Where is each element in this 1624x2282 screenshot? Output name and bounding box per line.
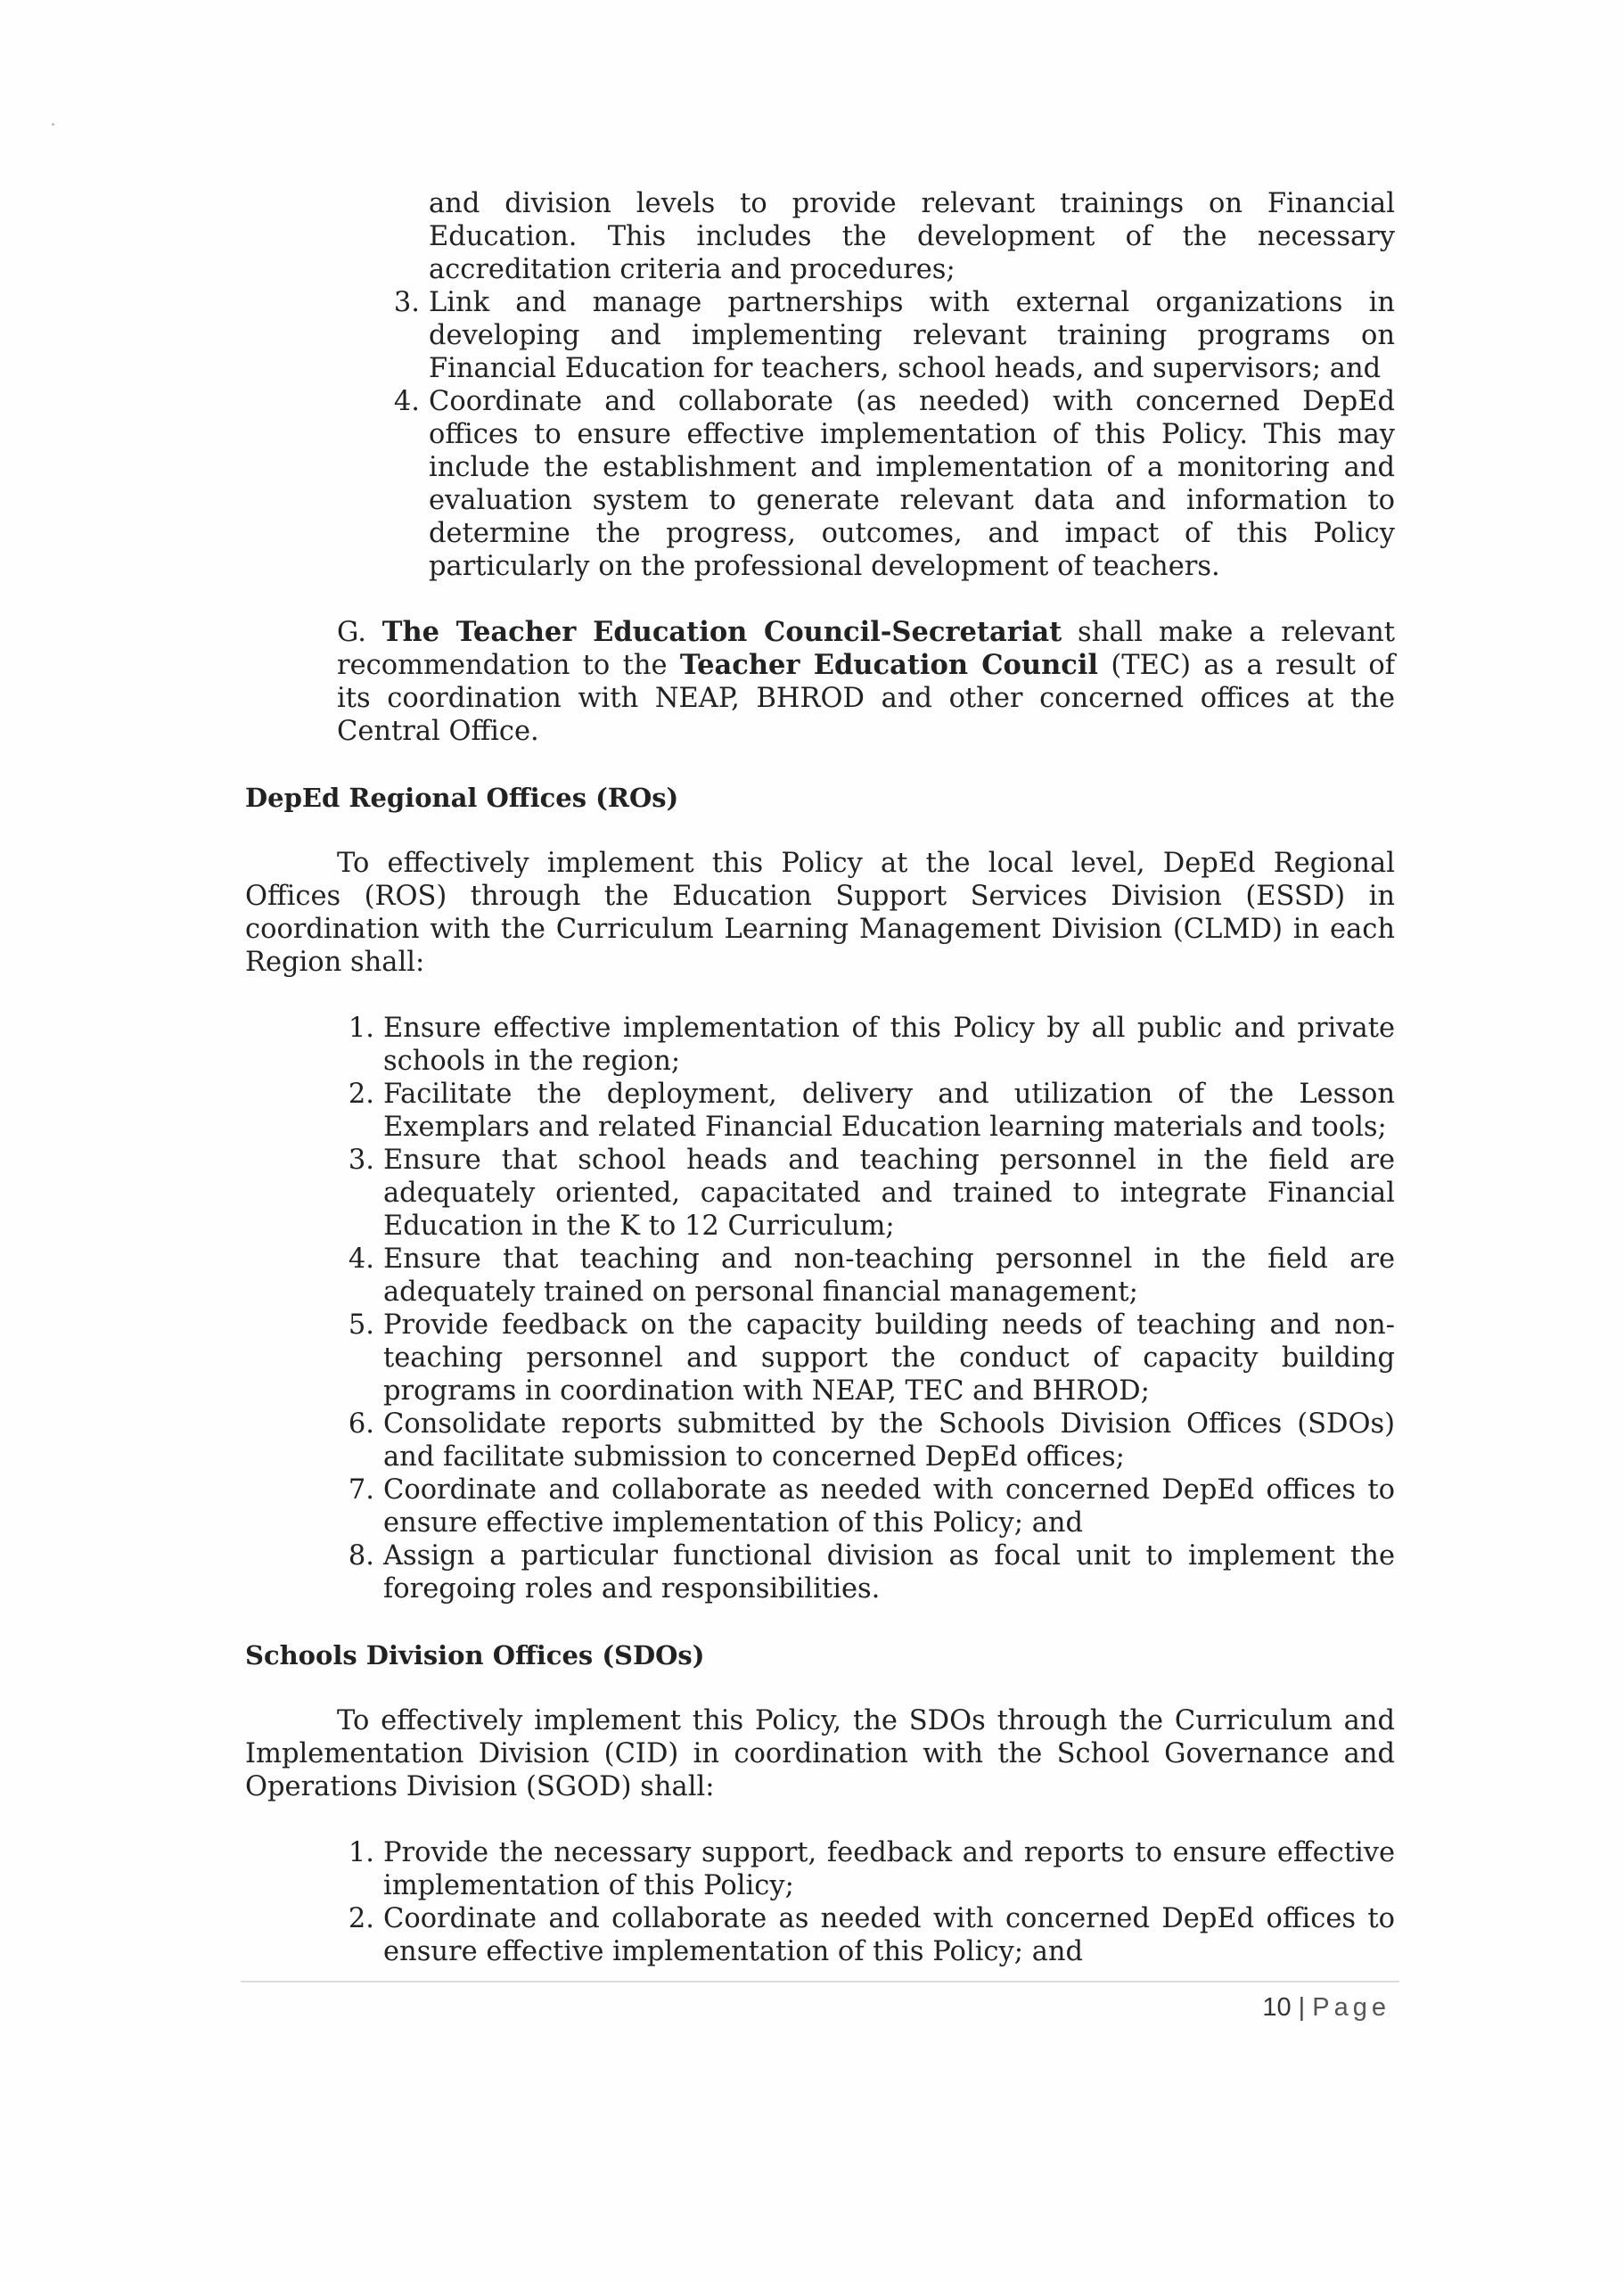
list-item-number: 4. xyxy=(393,386,420,417)
section-g-paragraph xyxy=(337,616,1395,748)
division-responsibilities-list xyxy=(245,1836,1395,1968)
footer-divider xyxy=(241,1981,1399,1982)
page-number-footer xyxy=(1248,1993,1390,2023)
page-number: 10 xyxy=(1262,1993,1292,2022)
list-item-text: Ensure that teaching and non-teaching personnel in the field are adequately trained on personal financial management; xyxy=(383,1244,1395,1308)
list-item-text: Assign a particular functional division as focal unit to implement the foregoing roles and responsibilities. xyxy=(383,1540,1395,1605)
list-item-text: Consolidate reports submitted by the Schools Division Offices (SDOs) and facilitate submission to concerned DepEd offices; xyxy=(383,1408,1395,1473)
page-body xyxy=(245,187,1395,1968)
list-item-number: 5. xyxy=(348,1309,374,1341)
list-item xyxy=(348,1243,1395,1309)
list-item-number: 1. xyxy=(348,1837,374,1868)
regional-responsibilities-list xyxy=(245,1012,1395,1605)
list-item xyxy=(348,1408,1395,1473)
list-item-number: 2. xyxy=(348,1903,374,1934)
list-item-text: Ensure that school heads and teaching personnel in the field are adequately oriented, capacitated and trained to integrate Financial Education in the K to 12 Curriculum; xyxy=(383,1145,1395,1242)
list-item xyxy=(393,385,1395,583)
section-g-text-2: (TEC) as a result of its coordination with NEAP, BHROD and other concerned offices at the Central Office. xyxy=(337,650,1396,747)
list-item-number: 6. xyxy=(348,1408,374,1440)
list-item-number: 1. xyxy=(348,1013,374,1044)
list-item-text: Link and manage partnerships with external organizations in developing and implementing relevant training programs on Financial Education for teachers, school heads, and supervisors; and xyxy=(429,287,1395,384)
list-item-text: Coordinate and collaborate (as needed) with concerned DepEd offices to ensure effective implementation of this Policy. This may include the establishment and implementation of a monitoring and evaluation system to generate relevant data and information to determine the progress, outcomes, and impact of this Policy particularly on the professional development of teachers. xyxy=(429,386,1395,582)
section-g-subject: The Teacher Education Council-Secretariat xyxy=(381,616,1062,648)
list-item-number: 3. xyxy=(348,1145,374,1176)
section-g-council: Teacher Education Council xyxy=(679,649,1098,681)
page-label: Page xyxy=(1312,1993,1390,2022)
division-intro-paragraph: To effectively implement this Policy, the SDOs through the Curriculum and Implementation Division (CID) in coordination with the School Governance and Operations Division (SGOD) shall: xyxy=(245,1705,1395,1802)
list-item xyxy=(348,1144,1395,1243)
list-item-text: Ensure effective implementation of this Policy by all public and private schools in the region; xyxy=(383,1013,1395,1077)
list-item-number: 3. xyxy=(393,287,420,318)
section-g-letter: G. xyxy=(337,617,366,648)
division-offices-heading: Schools Division Offices (SDOs) xyxy=(245,1640,705,1670)
list-item-number: 8. xyxy=(348,1540,374,1572)
list-item xyxy=(348,1473,1395,1539)
list-item-text: Facilitate the deployment, delivery and utilization of the Lesson Exemplars and related Financial Education learning materials and tools; xyxy=(383,1079,1395,1143)
list-item-number: 2. xyxy=(348,1079,374,1110)
list-item-text: Coordinate and collaborate as needed with concerned DepEd offices to ensure effective implementation of this Policy; and xyxy=(383,1474,1395,1539)
list-item xyxy=(348,1012,1395,1078)
list-item xyxy=(348,1836,1395,1902)
list-item xyxy=(348,1539,1395,1605)
continued-item-text: and division levels to provide relevant trainings on Financial Education. This includes the development of the necessary accreditation criteria and procedures; xyxy=(429,188,1395,285)
list-item-number: 7. xyxy=(348,1474,374,1506)
list-item xyxy=(393,286,1395,385)
list-item xyxy=(348,1902,1395,1968)
list-item-number: 4. xyxy=(348,1244,374,1275)
list-item-text: Provide feedback on the capacity building needs of teaching and non-teaching personnel and support the conduct of capacity building programs in coordination with NEAP, TEC and BHROD; xyxy=(383,1309,1395,1407)
section-g-text-1: shall make a relevant recommendation to the xyxy=(337,617,1395,681)
list-item xyxy=(348,1078,1395,1144)
regional-offices-heading: DepEd Regional Offices (ROs) xyxy=(245,783,679,813)
regional-intro-paragraph: To effectively implement this Policy at the local level, DepEd Regional Offices (ROS) through the Education Support Services Division (ESSD) in coordination with the Curriculum Learning Management Division (CLMD) in each Region shall: xyxy=(245,848,1395,978)
list-item-text: Provide the necessary support, feedback and reports to ensure effective implementation of this Policy; xyxy=(383,1837,1395,1901)
page-number-separator: | xyxy=(1298,1993,1306,2022)
continued-list-item xyxy=(429,187,1395,286)
list-item-text: Coordinate and collaborate as needed with concerned DepEd offices to ensure effective implementation of this Policy; and xyxy=(383,1903,1395,1967)
scan-speck xyxy=(52,123,54,126)
list-item xyxy=(348,1309,1395,1408)
training-list xyxy=(245,286,1395,583)
